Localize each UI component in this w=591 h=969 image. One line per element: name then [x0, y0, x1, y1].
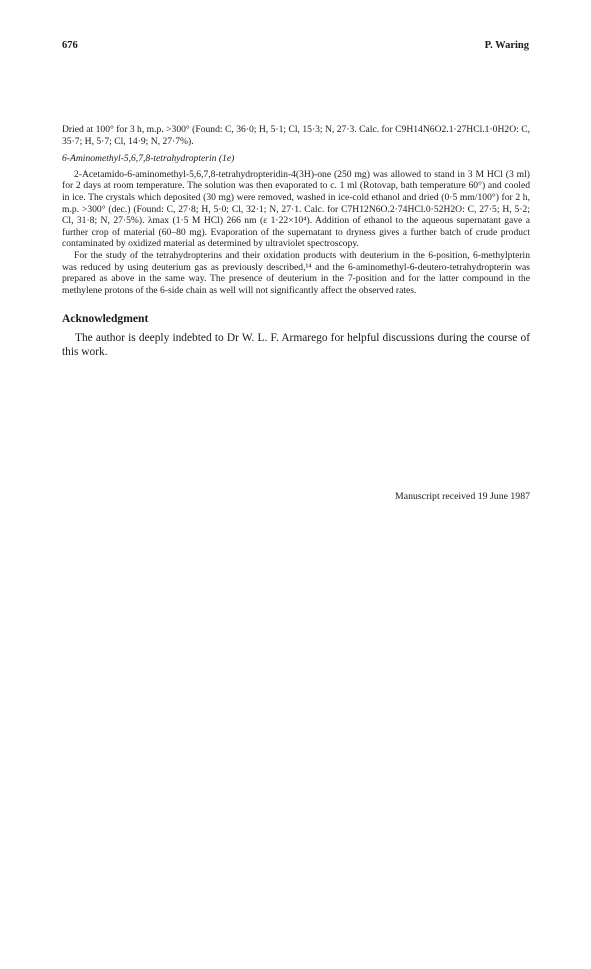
paragraph-deuterium-study: For the study of the tetrahydropterins and their oxidation products with deuterium in the 6-position, 6-methylpterin was reduced by using deuterium gas as previously described,¹⁴ and the 6-aminomethyl-6-deutero-tetrahydropterin was prepared as above in the same way. The presence of deuterium in the 7-position and for the latter compound in the methylene protons of the 6-side chain as well will not significantly affect the observed rates.	[62, 249, 530, 296]
manuscript-received-note: Manuscript received 19 June 1987	[395, 491, 530, 502]
running-author: P. Waring	[484, 40, 529, 51]
paragraph-analysis: Dried at 100° for 3 h, m.p. >300° (Found: C, 36·0; H, 5·1; Cl, 15·3; N, 27·3. Calc. for C9H14N6O2.1·27HCl.1·0H2O: C, 35·7; H, 5·7; Cl, 14·9; N, 27·7%).	[62, 124, 530, 147]
acknowledgment-heading: Acknowledgment	[62, 312, 149, 326]
article-body	[62, 124, 530, 359]
page-header	[62, 40, 529, 54]
page-number: 676	[62, 40, 78, 51]
paragraph-synthesis: 2-Acetamido-6-aminomethyl-5,6,7,8-tetrahydropteridin-4(3H)-one (250 mg) was allowed to stand in 3 M HCl (3 ml) for 2 days at room temperature. The solution was then evaporated to c. 1 ml (Rotovap, bath temperature 60°) and cooled in ice. The crystals which deposited (30 mg) were removed, washed in ice-cold ethanol and dried (0·5 mm/100°) for 2 h, m.p. >300° (dec.) (Found: C, 27·8; H, 5·0; Cl, 32·1; N, 27·1. Calc. for C7H12N6O.2·74HCl.0·52H2O: C, 27·5; H, 5·2; Cl, 31·8; N, 27·5%). λmax (1·5 M HCl) 266 nm (ε 1·22×10⁴). Addition of ethanol to the aqueous supernatant gave a further crop of material (60–80 mg). Evaporation of the supernatant to dryness gives a further batch of crude product contaminated by oxidized material as determined by ultraviolet spectroscopy.	[62, 168, 530, 250]
acknowledgment-text: The author is deeply indebted to Dr W. L. F. Armarego for helpful discussions during the course of this work.	[62, 331, 530, 358]
compound-subheading: 6-Aminomethyl-5,6,7,8-tetrahydropterin (1e)	[62, 153, 235, 165]
